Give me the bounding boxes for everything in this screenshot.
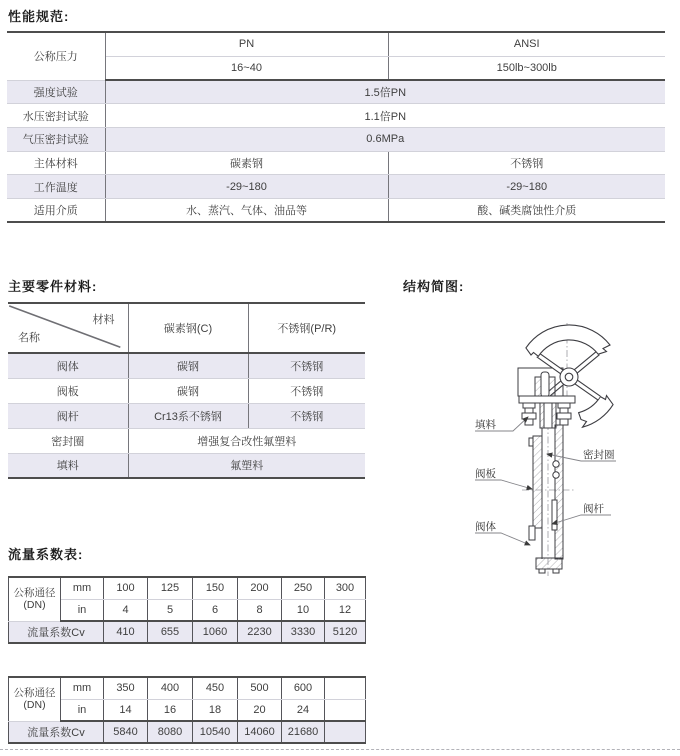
flow-mm-value: 600: [282, 677, 325, 699]
flow-heading: 流量系数表:: [8, 547, 84, 562]
flow-mm-value: 400: [148, 677, 193, 699]
table-row: [8, 453, 365, 478]
flow-cv-value: [325, 721, 366, 743]
valve-stem-section: [552, 500, 557, 530]
flow-mm-value: 200: [238, 577, 282, 599]
flow-cv-value: 1060: [193, 621, 238, 643]
spec-hydroseal-label: 水压密封试验: [7, 104, 105, 128]
spec-ansi-value: 150lb~300lb: [388, 56, 665, 80]
flow-cv-label: 流量系数Cv: [9, 621, 104, 643]
table-row: [7, 175, 665, 199]
valve-bottom-cap: [536, 558, 562, 569]
flow-mm-value: 300: [325, 577, 366, 599]
table-row: [7, 32, 665, 56]
flow-cv-value: 3330: [282, 621, 325, 643]
flow-mm-label: mm: [61, 677, 104, 699]
materials-corner-cell: [8, 303, 128, 353]
spec-strength-value: 1.5倍PN: [105, 80, 665, 104]
flow-in-value: 5: [148, 599, 193, 621]
flow-cv-value: 8080: [148, 721, 193, 743]
materials-row-merged: 增强复合改性氟塑料: [128, 428, 365, 453]
flow-mm-label: mm: [61, 577, 104, 599]
flow-mm-value: [325, 677, 366, 699]
table-row: [8, 353, 365, 378]
materials-row-name: 阀杆: [8, 403, 128, 428]
flow-cv-value: 410: [104, 621, 148, 643]
flow-in-value: 16: [148, 699, 193, 721]
valve-structure-diagram: [400, 293, 680, 585]
materials-corner-material: 材料: [92, 314, 115, 326]
table-row: [9, 699, 366, 721]
materials-row-stainless: 不锈钢: [248, 403, 365, 428]
materials-row-name: 阀体: [8, 353, 128, 378]
table-row: [7, 198, 665, 222]
flow-cv-value: 21680: [282, 721, 325, 743]
spec-table: [7, 31, 665, 223]
handwheel-rim: [526, 325, 610, 356]
leader-lines: [475, 417, 616, 545]
flow-cv-value: 2230: [238, 621, 282, 643]
table-row: [9, 577, 366, 599]
spec-media-pn: 水、蒸汽、气体、油品等: [105, 198, 388, 222]
diagram-label-stem: 阀杆: [583, 503, 604, 515]
diagram-label-seal-ring: 密封圈: [583, 449, 615, 461]
flow-in-value: 12: [325, 599, 366, 621]
table-row: [8, 428, 365, 453]
flow-in-value: 4: [104, 599, 148, 621]
flow-mm-value: 250: [282, 577, 325, 599]
table-row: [7, 80, 665, 104]
table-row: [9, 677, 366, 699]
table-row: [7, 151, 665, 175]
spec-media-ansi: 酸、碱类腐蚀性介质: [477, 205, 577, 218]
handwheel-hub-bore: [565, 373, 573, 381]
table-row: [8, 378, 365, 403]
flow-in-value: [325, 699, 366, 721]
table-row: [9, 721, 366, 743]
flow-cv-value: 5120: [325, 621, 366, 643]
flow-cv-value: 655: [148, 621, 193, 643]
flow-in-value: 8: [238, 599, 282, 621]
table-row: [9, 599, 366, 621]
valve-body-wall: [555, 425, 563, 559]
flow-in-value: 20: [238, 699, 282, 721]
valve-disc-section: [533, 436, 542, 528]
materials-row-name: 填料: [8, 453, 128, 478]
flow-in-label: in: [61, 599, 104, 621]
flow-cv-label: 流量系数Cv: [9, 721, 104, 743]
page-edge-dashed-line: [0, 749, 680, 750]
flow-cv-value: 10540: [193, 721, 238, 743]
spec-hydroseal-value: 1.1倍PN: [105, 104, 665, 128]
spec-pn-header: PN: [105, 32, 388, 56]
diagram-label-disc: 阀板: [475, 468, 496, 480]
spec-temp-pn: -29~180: [105, 175, 388, 199]
table-row: [7, 104, 665, 128]
flow-mm-value: 500: [238, 677, 282, 699]
flow-in-value: 14: [104, 699, 148, 721]
materials-row-carbon: Cr13系不锈钢: [128, 403, 248, 428]
spec-airseal-label: 气压密封试验: [7, 127, 105, 151]
materials-row-name: 阀板: [8, 378, 128, 403]
flow-dn-label: 公称通径 (DN): [9, 577, 61, 621]
flow-table-1: [8, 576, 366, 644]
materials-row-name: 密封圈: [8, 428, 128, 453]
spec-ansi-header: ANSI: [388, 32, 665, 56]
flow-mm-value: 350: [104, 677, 148, 699]
spec-temp-ansi: -29~180: [388, 175, 665, 199]
flow-in-value: 10: [282, 599, 325, 621]
materials-corner-name: 名称: [18, 332, 40, 344]
spec-temp-label: 工作温度: [7, 175, 105, 199]
materials-stainless-header: 不锈钢(P/R): [248, 303, 365, 353]
spec-media-label: 适用介质: [7, 198, 105, 222]
flow-mm-value: 125: [148, 577, 193, 599]
materials-row-stainless: 不锈钢: [248, 378, 365, 403]
structure-heading: 结构简图:: [403, 279, 465, 294]
diagram-label-packing: 填料: [475, 419, 496, 431]
materials-table: [8, 302, 365, 479]
flow-table-2: [8, 676, 366, 744]
flow-in-value: 24: [282, 699, 325, 721]
spec-airseal-value: 0.6MPa: [105, 127, 665, 151]
flow-dn-label: 公称通径 (DN): [9, 677, 61, 721]
valve-body: [529, 425, 563, 573]
spec-heading: 性能规范:: [8, 9, 70, 24]
spec-bodymat-pn: 碳素钢: [105, 151, 388, 175]
materials-row-carbon: 碳钢: [128, 378, 248, 403]
spec-pn-value: 16~40: [105, 56, 388, 80]
flow-in-value: 18: [193, 699, 238, 721]
materials-row-merged: 氟塑料: [230, 460, 264, 473]
table-row: [8, 403, 365, 428]
flow-mm-value: 150: [193, 577, 238, 599]
spec-bodymat-ansi: 不锈钢: [388, 151, 665, 175]
spec-strength-label: 强度试验: [7, 80, 105, 104]
flow-mm-value: 100: [104, 577, 148, 599]
materials-heading: 主要零件材料:: [8, 279, 98, 294]
handwheel-rim-fragment: [579, 396, 614, 428]
table-row: [9, 621, 366, 643]
flow-cv-value: 14060: [238, 721, 282, 743]
diagram-label-body: 阀体: [475, 521, 496, 533]
materials-row-stainless: 不锈钢: [248, 353, 365, 378]
spec-bodymat-label: 主体材料: [7, 151, 105, 175]
table-row: [7, 56, 665, 80]
table-row: [7, 127, 665, 151]
materials-carbon-header: 碳素钢(C): [128, 303, 248, 353]
flow-in-label: in: [61, 699, 104, 721]
flow-in-value: 6: [193, 599, 238, 621]
flow-mm-value: 450: [193, 677, 238, 699]
materials-row-carbon: 碳钢: [128, 353, 248, 378]
table-row: [8, 303, 365, 353]
spec-pressure-label: 公称压力: [7, 32, 105, 80]
flow-cv-value: 5840: [104, 721, 148, 743]
